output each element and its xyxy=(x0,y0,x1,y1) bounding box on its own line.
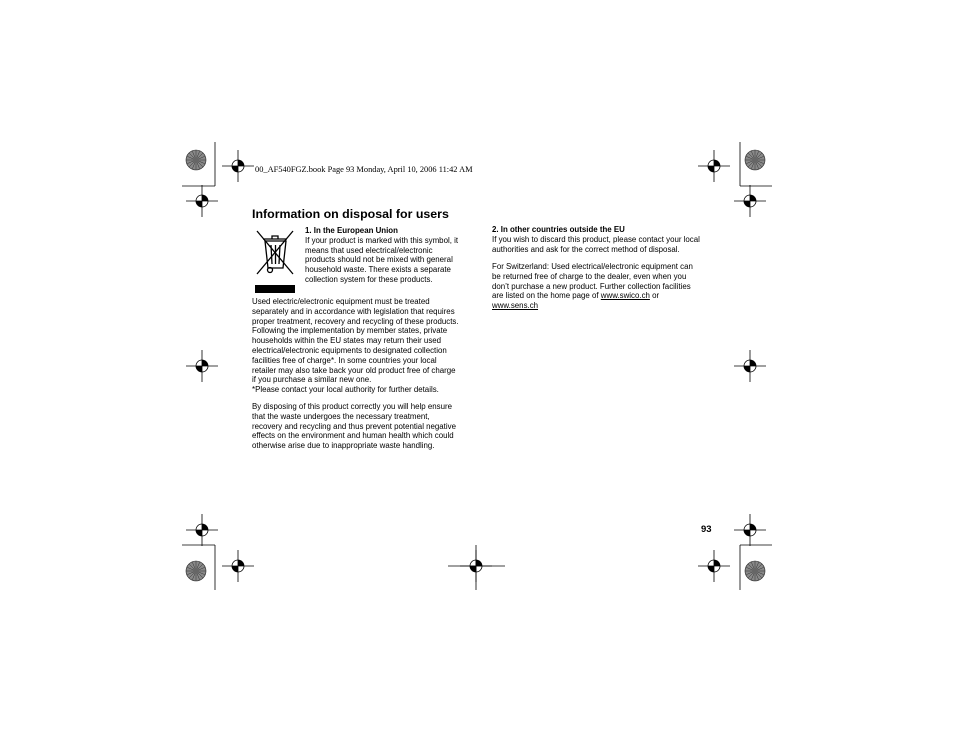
book-file-info: 00_AF540FGZ.book Page 93 Monday, April 10, 2006 11:42 AM xyxy=(255,165,473,174)
registration-mark-icon xyxy=(186,514,218,546)
registration-mark-icon xyxy=(698,150,730,182)
section-2-switzerland xyxy=(492,262,693,311)
color-target-icon xyxy=(186,150,206,170)
section-1-intro-line: collection system for these products. xyxy=(305,274,433,284)
section-1-intro-line: If your product is marked with this symbol, it xyxy=(305,235,459,245)
registration-mark-icon xyxy=(734,514,766,546)
swico-link[interactable]: www.swico.ch xyxy=(600,291,650,301)
page-number: 93 xyxy=(701,524,712,535)
section-1-closing-line: effects on the environment and human health which could xyxy=(252,431,454,441)
section-1-closing-line: otherwise arise due to inappropriate waste handling. xyxy=(252,441,435,451)
registration-mark-icon xyxy=(222,550,254,582)
section-1-body-line: facilities free of charge*. In some countries your local xyxy=(252,355,437,365)
center-mark-line xyxy=(448,545,505,590)
section-1-body-line: separately and in accordance with legislation that requires xyxy=(252,306,455,316)
color-target-icon xyxy=(745,150,765,170)
section-2-intro xyxy=(492,225,700,254)
section-1-body-line: retailer may also take back your old product free of charge xyxy=(252,365,456,375)
section-1-body-line: if you purchase a similar new one. xyxy=(252,375,372,385)
section-2-intro-line: authorities and ask for the correct method of disposal. xyxy=(492,244,680,254)
section-2-intro-line: If you wish to discard this product, please contact your local xyxy=(492,234,700,244)
registration-mark-icon xyxy=(734,350,766,382)
switzerland-line: For Switzerland: Used electrical/electronic equipment can xyxy=(492,262,693,271)
registration-mark-icon xyxy=(186,350,218,382)
page-title: Information on disposal for users xyxy=(252,207,449,221)
registration-mark-icon xyxy=(698,550,730,582)
section-1-closing-line: recovery and recycling and thus prevent potential negative xyxy=(252,421,456,431)
section-1-body-line: proper treatment, recovery and recycling of these products. xyxy=(252,316,459,326)
registration-mark-icon xyxy=(186,185,218,217)
section-1-body-line: households within the EU states may return their used xyxy=(252,336,442,346)
crossed-out-wheelie-bin-icon xyxy=(253,227,297,295)
sens-link[interactable]: www.sens.ch xyxy=(492,301,539,311)
section-1-intro-line: means that used electrical/electronic xyxy=(305,245,433,255)
section-1-body-line: electrical/electronic equipments to designated collection xyxy=(252,345,447,355)
section-1-body-line: Following the implementation by member states, private xyxy=(252,326,448,336)
color-target-icon xyxy=(186,561,206,581)
registration-mark-icon xyxy=(222,150,254,182)
switzerland-line-links xyxy=(492,291,693,301)
switzerland-line: don’t purchase a new product. Further collection facilities xyxy=(492,281,691,291)
switzerland-line-suffix: or xyxy=(649,291,660,301)
switzerland-line: be returned free of charge to the dealer, even when you xyxy=(492,271,687,281)
section-2-heading: 2. In other countries outside the EU xyxy=(492,225,625,234)
section-1-closing-line: that the waste undergoes the necessary treatment, xyxy=(252,411,430,421)
section-1-closing-line: By disposing of this product correctly you will help ensure xyxy=(252,402,452,411)
section-1-body xyxy=(252,297,459,395)
section-1-intro-line: products should not be mixed with general xyxy=(305,255,453,265)
switzerland-line-prefix: are listed on the home page of xyxy=(492,291,601,301)
registration-mark-icon xyxy=(734,185,766,217)
section-1-body-line: Used electric/electronic equipment must be treated xyxy=(252,297,430,306)
footnote: *Please contact your local authority for further details. xyxy=(252,385,439,395)
section-1-closing xyxy=(252,402,456,451)
section-1-heading: 1. In the European Union xyxy=(305,226,398,235)
section-1-intro-line: household waste. There exists a separate xyxy=(305,265,451,275)
section-1-intro xyxy=(305,226,458,285)
color-target-icon xyxy=(745,561,765,581)
